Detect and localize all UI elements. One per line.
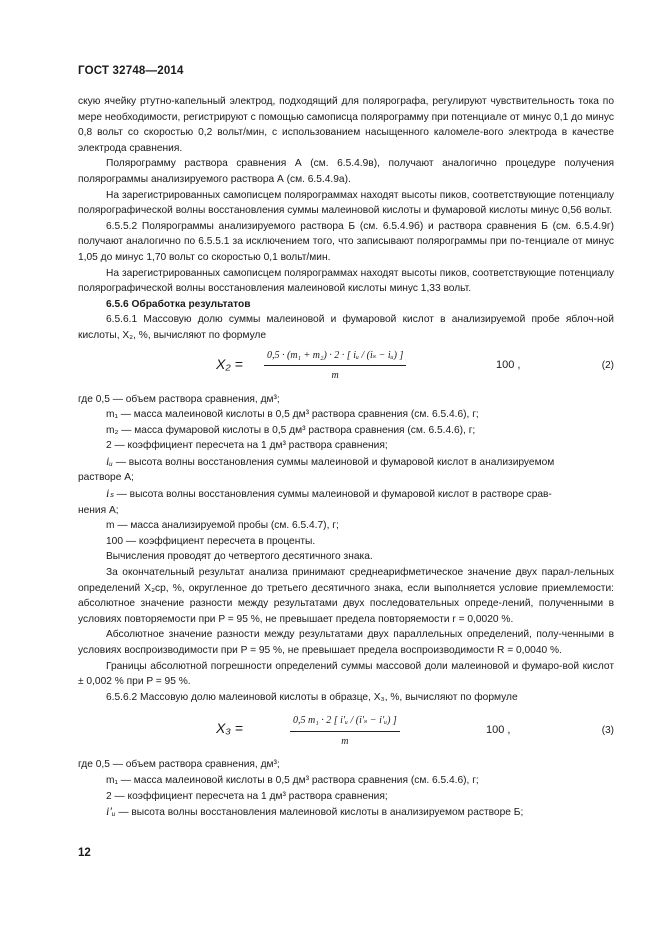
paragraph: 6.5.6.1 Массовую долю суммы малеиновой и фумаровой кислот в анализируемой пробе яблоч-ной кислоты, X₂, %, вычисляют по формуле	[78, 314, 614, 341]
paragraph: На зарегистрированных самописцем полярограммах находят высоты пиков, соответствующие потенциалу полярографической волны восстановления суммы малеиновой кислоты и фумаровой кислоты минус 0,56 вольт.	[78, 189, 614, 217]
formula-numerator: 0,5 m₁ · 2 [ i′ᵤ / (i′ₛ − i′ᵤ) ]	[290, 713, 400, 732]
paragraph: Границы абсолютной погрешности определений суммы массовой доли малеиновой и фумаро-вой кислот ± 0,002 % при P = 95 %.	[78, 660, 614, 688]
page-number: 12	[78, 847, 91, 859]
definition: 2 — коэффициент пересчета на 1 дм³ раствора сравнения;	[106, 790, 388, 802]
formula-denominator: m	[341, 735, 349, 747]
definition: m — масса анализируемой пробы (см. 6.5.4.7), г;	[106, 520, 339, 532]
formula-multiplier: 100 ,	[486, 724, 511, 737]
paragraph: Полярограмму раствора сравнения А (см. 6.5.4.9в), получают аналогично процедуре получения полярограммы анализируемого раствора А (см. 6.5.4.9а).	[78, 158, 614, 185]
definition: iₛ — высота волны восстановления суммы малеиновой и фумаровой кислот в растворе срав-	[106, 486, 552, 501]
equation-number: (3)	[601, 725, 614, 737]
definition: 2 — коэффициент пересчета на 1 дм³ раствора сравнения;	[106, 440, 388, 452]
definition: Вычисления проводят до четвертого десятичного знака.	[106, 551, 373, 563]
formula-multiplier: 100 ,	[496, 358, 521, 371]
definition: где 0,5 — объем раствора сравнения, дм³;	[78, 759, 280, 771]
paragraph: За окончательный результат анализа принимают среднеарифметическое значение двух парал-лельных определений X₂ср, %, округленное до третьего десятичного знака, если выполняется условие приемлемости: абсолютное значение разности между результатами двух последовательных опреде-лений, полученными в условиях повторяемости при P = 95 %, не превышает предела повторяемости r = 0,0020 %.	[78, 567, 614, 625]
paragraph: На зарегистрированных самописцем полярограммах находят высоты пиков, соответствующие потенциалу полярографической волны восстановления малеиновой кислоты минус 1,33 вольт.	[78, 267, 614, 295]
formula-lhs: X₃ =	[216, 720, 243, 737]
definition: m₂ — масса фумаровой кислоты в 0,5 дм³ раствора сравнения (см. 6.5.4.6), г;	[106, 424, 476, 436]
symbol: iᵤ	[106, 453, 113, 468]
formula-fraction	[290, 713, 400, 749]
symbol: iₛ	[106, 486, 114, 501]
formula-lhs: X₂ =	[216, 355, 243, 372]
paragraph: скую ячейку ртутно-капельный электрод, подходящий для полярографа, регулируют чувствительность тока по мере необходимости, регистрируют с помощью самописца полярограмму при потенциале от минус 0,1 до минус 0,8 вольт со скоростью 0,2 вольт/мин, с использованием насыщенного каломеле-вого электрода в качестве электрода сравнения.	[78, 96, 614, 154]
document-header: ГОСТ 32748—2014	[78, 65, 184, 77]
formula-2	[78, 344, 614, 392]
paragraph: 6.5.6.2 Массовую долю малеиновой кислоты в образце, X₃, %, вычисляют по формуле	[106, 691, 518, 703]
formula-denominator: m	[331, 370, 339, 382]
formula-numerator: 0,5 · (m₁ + m₂) · 2 · [ iᵤ / (iₛ − iᵤ) ]	[264, 348, 406, 367]
page-body	[78, 94, 614, 821]
definition: 100 — коэффициент пересчета в проценты.	[106, 535, 316, 547]
paragraph: 6.5.5.2 Полярограммы анализируемого раствора Б (см. 6.5.4.9б) и раствора сравнения Б (см. 6.5.4.9г) получают аналогично по 6.5.5.1 за исключением того, что записывают полярограммы при по-тенциале от минус 1,05 до минус 1,70 вольт со скоростью 0,1 вольт/мин.	[78, 220, 614, 263]
definition: i′ᵤ — высота волны восстановления малеиновой кислоты в анализируемом растворе Б;	[106, 804, 524, 819]
formula-fraction	[264, 348, 406, 384]
section-heading: 6.5.6 Обработка результатов	[106, 298, 251, 310]
definition: m₁ — масса малеиновой кислоты в 0,5 дм³ раствора сравнения (см. 6.5.4.6), г;	[106, 774, 479, 786]
definition: iᵤ — высота волны восстановления суммы малеиновой и фумаровой кислот в анализируемом	[106, 453, 555, 468]
definition-continuation: нения А;	[78, 504, 119, 516]
definition-continuation: растворе А;	[78, 472, 134, 484]
definition: где 0,5 — объем раствора сравнения, дм³;	[78, 393, 280, 405]
formula-3	[78, 705, 614, 757]
symbol: i′ᵤ	[106, 804, 116, 819]
paragraph: Абсолютное значение разности между результатами двух параллельных определений, полу-ченными в условиях воспроизводимости при P = 95 %, не превышает предела воспроизводимости R = 0,0040 %.	[78, 629, 614, 656]
equation-number: (2)	[601, 359, 614, 371]
definition: m₁ — масса малеиновой кислоты в 0,5 дм³ раствора сравнения (см. 6.5.4.6), г;	[106, 409, 479, 421]
